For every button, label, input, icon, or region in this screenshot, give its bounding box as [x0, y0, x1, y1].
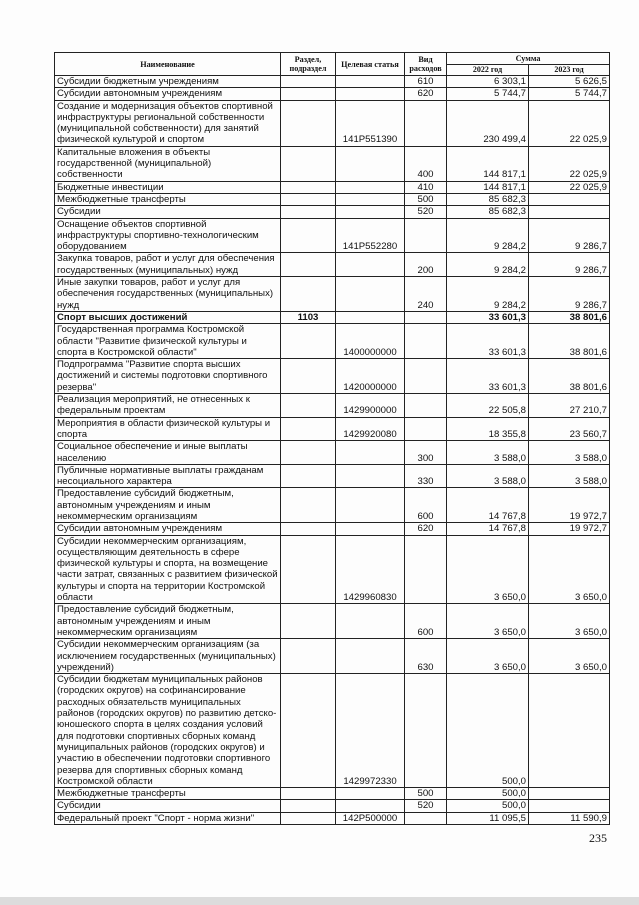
- cell-section: [281, 441, 336, 465]
- cell-s2022: 22 505,8: [447, 394, 529, 418]
- cell-s2023: 11 590,9: [529, 812, 610, 824]
- cell-name: Межбюджетные трансферты: [55, 788, 281, 800]
- cell-target: [336, 464, 405, 488]
- cell-s2022: 230 499,4: [447, 100, 529, 146]
- cell-name: Публичные нормативные выплаты гражданам несоциального характера: [55, 464, 281, 488]
- cell-section: [281, 639, 336, 674]
- cell-s2022: 500,0: [447, 800, 529, 812]
- table-row: [55, 277, 610, 312]
- cell-kind: 620: [405, 523, 447, 535]
- cell-section: [281, 193, 336, 205]
- cell-name: Субсидии: [55, 206, 281, 218]
- table-row: [55, 800, 610, 812]
- cell-section: [281, 100, 336, 146]
- cell-s2022: 500,0: [447, 788, 529, 800]
- cell-target: [336, 253, 405, 277]
- cell-name: Бюджетные инвестиции: [55, 181, 281, 193]
- cell-s2023: [529, 193, 610, 205]
- cell-section: [281, 359, 336, 394]
- table-row: [55, 253, 610, 277]
- cell-s2023: 3 588,0: [529, 464, 610, 488]
- cell-section: [281, 812, 336, 824]
- cell-s2023: 38 801,6: [529, 311, 610, 323]
- cell-kind: 610: [405, 76, 447, 88]
- cell-name: Закупка товаров, работ и услуг для обеспечения государственных (муниципальных) нужд: [55, 253, 281, 277]
- cell-s2022: 85 682,3: [447, 193, 529, 205]
- cell-s2023: [529, 206, 610, 218]
- cell-target: 1420000000: [336, 359, 405, 394]
- cell-s2023: [529, 788, 610, 800]
- cell-section: [281, 788, 336, 800]
- cell-section: [281, 277, 336, 312]
- cell-kind: [405, 100, 447, 146]
- cell-target: 1429900000: [336, 394, 405, 418]
- cell-s2022: 5 744,7: [447, 88, 529, 100]
- cell-s2022: 3 650,0: [447, 604, 529, 639]
- cell-section: [281, 464, 336, 488]
- cell-section: [281, 88, 336, 100]
- table-row: [55, 464, 610, 488]
- cell-s2022: 14 767,8: [447, 488, 529, 523]
- cell-section: [281, 76, 336, 88]
- cell-s2022: 9 284,2: [447, 277, 529, 312]
- cell-s2023: 5 626,5: [529, 76, 610, 88]
- cell-section: [281, 218, 336, 253]
- cell-name: Оснащение объектов спортивной инфраструктуры спортивно-технологическим оборудованием: [55, 218, 281, 253]
- cell-kind: 520: [405, 800, 447, 812]
- cell-target: [336, 146, 405, 181]
- cell-s2022: 11 095,5: [447, 812, 529, 824]
- cell-name: Спорт высших достижений: [55, 311, 281, 323]
- cell-s2022: 3 650,0: [447, 535, 529, 604]
- cell-target: [336, 181, 405, 193]
- cell-s2023: 23 560,7: [529, 417, 610, 441]
- page-number: 235: [589, 831, 607, 845]
- table-row: [55, 394, 610, 418]
- cell-s2023: 9 286,7: [529, 253, 610, 277]
- cell-s2023: 3 650,0: [529, 535, 610, 604]
- cell-name: Капитальные вложения в объекты государственной (муниципальной) собственности: [55, 146, 281, 181]
- cell-section: 1103: [281, 311, 336, 323]
- cell-target: [336, 441, 405, 465]
- cell-s2022: 500,0: [447, 674, 529, 788]
- table-header: [55, 53, 610, 76]
- table-row: [55, 674, 610, 788]
- cell-target: [336, 76, 405, 88]
- cell-name: Подпрограмма "Развитие спорта высших достижений и системы подготовки спортивного резерва": [55, 359, 281, 394]
- cell-target: 141P551390: [336, 100, 405, 146]
- cell-kind: 500: [405, 193, 447, 205]
- cell-s2022: 144 817,1: [447, 146, 529, 181]
- cell-s2022: 9 284,2: [447, 253, 529, 277]
- cell-section: [281, 800, 336, 812]
- cell-section: [281, 674, 336, 788]
- cell-kind: [405, 311, 447, 323]
- cell-s2023: [529, 674, 610, 788]
- cell-name: Федеральный проект "Спорт - норма жизни": [55, 812, 281, 824]
- cell-kind: [405, 812, 447, 824]
- budget-table: [54, 52, 610, 825]
- cell-s2023: 27 210,7: [529, 394, 610, 418]
- header-sum: Сумма: [447, 53, 610, 65]
- cell-kind: [405, 535, 447, 604]
- cell-target: 1429920080: [336, 417, 405, 441]
- header-section: Раздел, подраздел: [281, 53, 336, 76]
- table-row: [55, 311, 610, 323]
- cell-target: [336, 639, 405, 674]
- cell-name: Субсидии бюджетам муниципальных районов (городских округов) на софинансирование расходных обязательств муниципальных районов (городских округов) по развитию детско-юношеского спорта в целях создания условий для подготовки спортивных сборных команд муниципальных районов (городских округов) и участию в обеспечении подготовки спортивного резерва для спортивных сборных команд Костромской области: [55, 674, 281, 788]
- cell-section: [281, 324, 336, 359]
- cell-kind: [405, 394, 447, 418]
- table-row: [55, 523, 610, 535]
- cell-name: Межбюджетные трансферты: [55, 193, 281, 205]
- cell-s2023: 19 972,7: [529, 488, 610, 523]
- cell-s2022: 33 601,3: [447, 311, 529, 323]
- cell-s2022: 14 767,8: [447, 523, 529, 535]
- table-row: [55, 788, 610, 800]
- table-row: [55, 604, 610, 639]
- cell-target: [336, 277, 405, 312]
- cell-s2022: 33 601,3: [447, 359, 529, 394]
- table-row: [55, 100, 610, 146]
- cell-s2023: 19 972,7: [529, 523, 610, 535]
- cell-s2023: 3 650,0: [529, 639, 610, 674]
- cell-name: Субсидии автономным учреждениям: [55, 523, 281, 535]
- cell-target: [336, 193, 405, 205]
- cell-section: [281, 523, 336, 535]
- cell-name: Субсидии бюджетным учреждениям: [55, 76, 281, 88]
- table-row: [55, 417, 610, 441]
- cell-kind: 240: [405, 277, 447, 312]
- table-row: [55, 488, 610, 523]
- table-body: [55, 76, 610, 825]
- cell-s2023: 22 025,9: [529, 100, 610, 146]
- cell-target: [336, 88, 405, 100]
- header-kind: Вид расходов: [405, 53, 447, 76]
- cell-kind: [405, 417, 447, 441]
- cell-target: [336, 488, 405, 523]
- cell-kind: 300: [405, 441, 447, 465]
- cell-s2022: 9 284,2: [447, 218, 529, 253]
- cell-target: [336, 206, 405, 218]
- cell-target: [336, 788, 405, 800]
- header-2023: 2023 год: [529, 65, 610, 76]
- cell-name: Мероприятия в области физической культуры и спорта: [55, 417, 281, 441]
- cell-s2022: 85 682,3: [447, 206, 529, 218]
- cell-s2023: 9 286,7: [529, 218, 610, 253]
- cell-section: [281, 394, 336, 418]
- cell-kind: [405, 324, 447, 359]
- cell-section: [281, 488, 336, 523]
- cell-s2023: 3 650,0: [529, 604, 610, 639]
- cell-s2023: 22 025,9: [529, 146, 610, 181]
- table-row: [55, 324, 610, 359]
- cell-kind: 400: [405, 146, 447, 181]
- table-row: [55, 441, 610, 465]
- cell-name: Субсидии некоммерческим организациям, осуществляющим деятельность в сфере физической культуры и спорта, на возмещение части затрат, связанных с развитием физической культуры и спорта на территории Костромской области: [55, 535, 281, 604]
- cell-s2022: 3 588,0: [447, 464, 529, 488]
- cell-name: Государственная программа Костромской области "Развитие физической культуры и спорта в Костромской области": [55, 324, 281, 359]
- cell-target: 141P552280: [336, 218, 405, 253]
- cell-s2022: 33 601,3: [447, 324, 529, 359]
- table-row: [55, 76, 610, 88]
- cell-target: 142P500000: [336, 812, 405, 824]
- cell-kind: [405, 218, 447, 253]
- cell-name: Субсидии некоммерческим организациям (за исключением государственных (муниципальных) учреждений): [55, 639, 281, 674]
- cell-name: Предоставление субсидий бюджетным, автономным учреждениям и иным некоммерческим организациям: [55, 488, 281, 523]
- cell-section: [281, 535, 336, 604]
- table-row: [55, 359, 610, 394]
- cell-s2022: 144 817,1: [447, 181, 529, 193]
- table-row: [55, 206, 610, 218]
- table-row: [55, 88, 610, 100]
- cell-section: [281, 206, 336, 218]
- header-name: Наименование: [55, 53, 281, 76]
- cell-target: [336, 523, 405, 535]
- cell-name: Субсидии автономным учреждениям: [55, 88, 281, 100]
- cell-section: [281, 146, 336, 181]
- table-row: [55, 218, 610, 253]
- table-row: [55, 146, 610, 181]
- cell-s2023: [529, 800, 610, 812]
- cell-s2022: 18 355,8: [447, 417, 529, 441]
- table-row: [55, 812, 610, 824]
- cell-target: [336, 311, 405, 323]
- cell-section: [281, 253, 336, 277]
- cell-s2023: 5 744,7: [529, 88, 610, 100]
- cell-kind: 520: [405, 206, 447, 218]
- cell-target: 1429960830: [336, 535, 405, 604]
- scan-edge: [0, 897, 639, 905]
- cell-target: [336, 800, 405, 812]
- cell-s2023: 38 801,6: [529, 359, 610, 394]
- cell-target: 1429972330: [336, 674, 405, 788]
- cell-section: [281, 417, 336, 441]
- cell-name: Предоставление субсидий бюджетным, автономным учреждениям и иным некоммерческим организациям: [55, 604, 281, 639]
- cell-s2023: 9 286,7: [529, 277, 610, 312]
- cell-s2023: 3 588,0: [529, 441, 610, 465]
- cell-kind: 200: [405, 253, 447, 277]
- cell-s2022: 3 588,0: [447, 441, 529, 465]
- cell-target: 1400000000: [336, 324, 405, 359]
- cell-name: Социальное обеспечение и иные выплаты населению: [55, 441, 281, 465]
- table-row: [55, 535, 610, 604]
- cell-kind: 330: [405, 464, 447, 488]
- cell-s2022: 3 650,0: [447, 639, 529, 674]
- cell-section: [281, 181, 336, 193]
- cell-kind: 600: [405, 604, 447, 639]
- header-target: Целевая статья: [336, 53, 405, 76]
- cell-target: [336, 604, 405, 639]
- table-row: [55, 181, 610, 193]
- cell-kind: [405, 674, 447, 788]
- cell-kind: [405, 359, 447, 394]
- cell-name: Иные закупки товаров, работ и услуг для обеспечения государственных (муниципальных) нужд: [55, 277, 281, 312]
- cell-kind: 410: [405, 181, 447, 193]
- table-row: [55, 639, 610, 674]
- cell-kind: 600: [405, 488, 447, 523]
- table-row: [55, 193, 610, 205]
- cell-name: Реализация мероприятий, не отнесенных к федеральным проектам: [55, 394, 281, 418]
- cell-kind: 500: [405, 788, 447, 800]
- cell-s2023: 22 025,9: [529, 181, 610, 193]
- cell-kind: 620: [405, 88, 447, 100]
- cell-section: [281, 604, 336, 639]
- cell-name: Создание и модернизация объектов спортивной инфраструктуры региональной собственности (муниципальной собственности) для занятий физической культурой и спортом: [55, 100, 281, 146]
- cell-s2022: 6 303,1: [447, 76, 529, 88]
- cell-s2023: 38 801,6: [529, 324, 610, 359]
- header-2022: 2022 год: [447, 65, 529, 76]
- cell-kind: 630: [405, 639, 447, 674]
- cell-name: Субсидии: [55, 800, 281, 812]
